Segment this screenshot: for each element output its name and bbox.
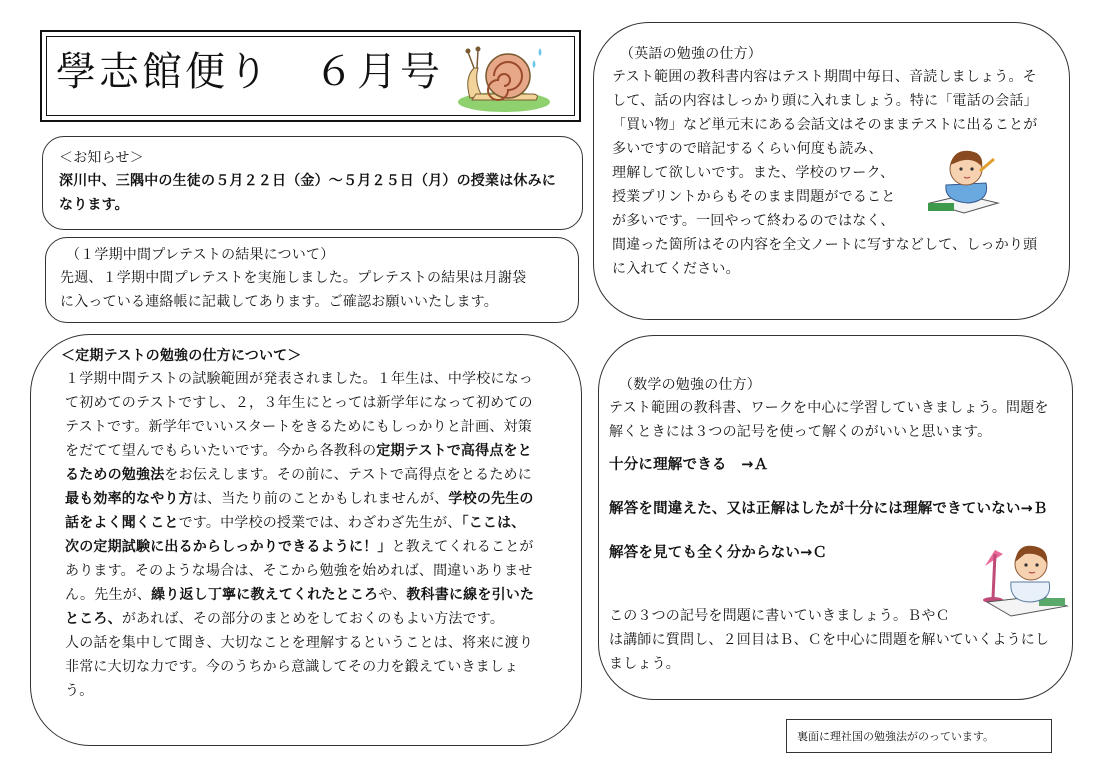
english-line-8: 間違った箇所はその内容を全文ノートに写すなどして、しっかり頭 bbox=[612, 237, 1038, 253]
study-emphasis: 話をよく聞くこと bbox=[65, 515, 179, 531]
study-emphasis: 次の定期試験に出るからしっかりできるように！」 bbox=[65, 539, 392, 555]
study-text: や、 bbox=[378, 587, 407, 603]
english-line-5: 理解して欲しいです。また、学校のワーク、 bbox=[612, 165, 895, 181]
english-line-6: 授業プリントからもそのまま問題がでること bbox=[612, 189, 896, 205]
study-emphasis: 教科書に線を引いた bbox=[406, 587, 535, 603]
page-title: 學志館便り ６月号 bbox=[56, 49, 443, 95]
study-emphasis: 最も効率的なやり方 bbox=[65, 491, 193, 507]
notice-line-1: 深川中、三隅中の生徒の５月２２日（金）～５月２５日（月）の授業は休みに bbox=[59, 173, 556, 189]
study-line-7 bbox=[65, 511, 567, 535]
pretest-line-1: 先週、１学期中間プレテストを実施しました。プレテストの結果は月謝袋 bbox=[60, 270, 527, 286]
math-outro-2: は講師に質問し、２回目はＢ、Ｃを中心に問題を解いていくようにし bbox=[609, 632, 1050, 648]
study-text: があれば、その部分のまとめをしておくのもよい方法です。 bbox=[121, 611, 505, 627]
math-level-b: 解答を間違えた、又は正解はしたが十分には理解できていない→Ｂ bbox=[609, 501, 1048, 517]
notice-heading: ＜お知らせ＞ bbox=[59, 150, 144, 166]
study-text: をだてて望んでもらいたいです。今から各教科の bbox=[65, 443, 377, 459]
study-method-box bbox=[30, 334, 582, 746]
notice-line-2: なります。 bbox=[59, 197, 129, 213]
study-line-2: て初めてのテストですし、２，３年生にとっては新学年になって初めての bbox=[65, 395, 533, 411]
english-box bbox=[593, 22, 1070, 320]
back-page-note: 裏面に理社国の勉強法がのっています。 bbox=[786, 719, 1052, 753]
english-heading: （英語の勉強の仕方） bbox=[620, 46, 762, 62]
english-line-7: が多いです。一回やって終わるのではなく、 bbox=[612, 213, 895, 229]
study-line-6 bbox=[65, 487, 567, 511]
notice-box bbox=[42, 136, 583, 230]
study-text: です。中学校の授業では、わざわざ先生が、 bbox=[178, 515, 462, 531]
math-level-a: 十分に理解できる →Ａ bbox=[609, 457, 769, 473]
study-emphasis: るための勉強法 bbox=[65, 467, 165, 483]
study-heading: ＜定期テストの勉強の仕方について＞ bbox=[61, 348, 302, 364]
math-outro-1: この３つの記号を問題に書いていきましょう。ＢやＣ bbox=[609, 608, 950, 624]
math-outro-3: ましょう。 bbox=[609, 656, 680, 672]
study-text: と教えてくれることが bbox=[391, 539, 534, 555]
study-line-11 bbox=[65, 607, 567, 631]
study-line-13: 非常に大切な力です。今のうちから意識してその力を鍛えていきましょ bbox=[65, 659, 519, 675]
study-line-10 bbox=[65, 583, 567, 607]
math-intro-2: 解くときには３つの記号を使って解くのがいいと思います。 bbox=[609, 424, 992, 440]
study-text: ん。先生が、 bbox=[65, 587, 152, 603]
study-text: をお伝えします。その前に、テストで高得点をとるために bbox=[164, 467, 532, 483]
pretest-line-2: に入っている連絡帳に記載してあります。ご確認お願いいたします。 bbox=[60, 294, 498, 310]
study-line-5 bbox=[65, 463, 567, 487]
study-text: は、当たり前のことかもしれませんが、 bbox=[192, 491, 449, 507]
study-emphasis: 「ここは、 bbox=[461, 515, 526, 531]
english-line-9: に入れてください。 bbox=[612, 261, 740, 277]
pretest-box bbox=[45, 237, 579, 323]
math-heading: （数学の勉強の仕方） bbox=[619, 377, 761, 393]
study-line-8 bbox=[65, 535, 567, 559]
math-box bbox=[598, 335, 1073, 700]
study-line-12: 人の話を集中して聞き、大切なことを理解するということは、将来に渡り bbox=[65, 635, 534, 651]
math-intro-1: テスト範囲の教科書、ワークを中心に学習していきましょう。問題を bbox=[609, 400, 1049, 416]
snail-icon bbox=[452, 38, 550, 114]
pretest-heading: （１学期中間プレテストの結果について） bbox=[66, 247, 335, 263]
girl-studying-icon bbox=[981, 536, 1071, 626]
study-line-3: テストです。新学年でいいスタートをきるためにもしっかりと計画、対策 bbox=[65, 419, 532, 435]
english-line-2: して、話の内容はしっかり頭に入れましょう。特に「電話の会話」 bbox=[612, 93, 1038, 109]
english-line-1: テスト範囲の教科書内容はテスト期間中毎日、音読しましょう。そ bbox=[612, 69, 1037, 85]
title-box bbox=[40, 30, 581, 122]
study-line-4 bbox=[65, 439, 567, 463]
english-line-3: 「買い物」など単元末にある会話文はそのままテストに出ることが bbox=[612, 117, 1038, 133]
math-level-c: 解答を見ても全く分からない→Ｃ bbox=[609, 545, 828, 561]
english-line-4: 多いですので暗記するくらい何度も読み、 bbox=[612, 141, 883, 157]
boy-studying-icon bbox=[924, 141, 1004, 221]
study-emphasis: ところ、 bbox=[65, 611, 122, 627]
study-emphasis: 定期テストで高得点をと bbox=[376, 443, 532, 459]
study-line-14: う。 bbox=[65, 683, 94, 699]
study-emphasis: 学校の先生の bbox=[448, 491, 534, 507]
study-emphasis: 繰り返し丁寧に教えてくれたところ bbox=[151, 587, 379, 603]
study-line-9: あります。そのような場合は、そこから勉強を始めれば、間違いありませ bbox=[65, 563, 533, 579]
study-line-1: １学期中間テストの試験範囲が発表されました。１年生は、中学校になっ bbox=[65, 371, 534, 387]
